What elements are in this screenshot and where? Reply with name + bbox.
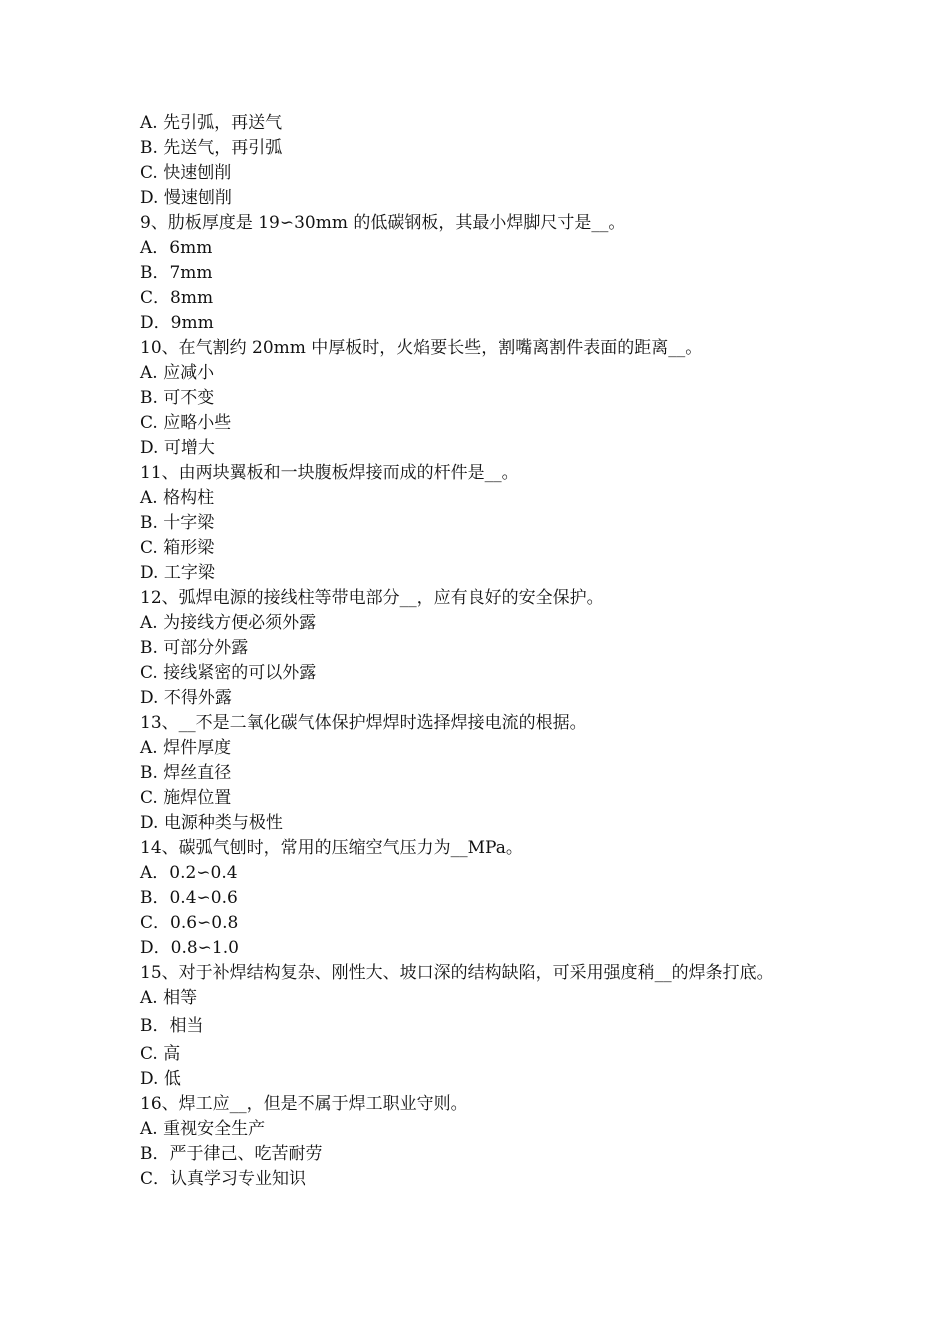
question-11: 11、由两块翼板和一块腹板焊接而成的杆件是__。 [140, 463, 519, 483]
option-line: C. 高 [140, 1044, 181, 1064]
question-13: 13、__不是二氧化碳气体保护焊焊时选择焊接电流的根据。 [140, 713, 587, 733]
option-line: B. 焊丝直径 [140, 763, 232, 783]
option-line: C．8mm [140, 288, 214, 308]
option-line: D. 电源种类与极性 [140, 813, 283, 833]
question-12: 12、弧焊电源的接线柱等带电部分__，应有良好的安全保护。 [140, 588, 604, 608]
option-line: B．0.4∽0.6 [140, 888, 238, 908]
option-line: D. 不得外露 [140, 688, 232, 708]
option-line: A. 应减小 [140, 363, 215, 383]
option-line: D．9mm [140, 313, 214, 333]
option-line: B. 先送气，再引弧 [140, 138, 283, 158]
question-14: 14、碳弧气刨时，常用的压缩空气压力为__MPa。 [140, 838, 523, 858]
question-9: 9、肋板厚度是 19∽30mm 的低碳钢板，其最小焊脚尺寸是__。 [140, 213, 626, 233]
option-line: D. 慢速刨削 [140, 188, 232, 208]
option-line: D. 低 [140, 1069, 181, 1089]
question-list [140, 111, 820, 1192]
option-line: A．0.2∽0.4 [140, 863, 238, 883]
option-line: A. 格构柱 [140, 488, 215, 508]
option-line: C. 应略小些 [140, 413, 232, 433]
option-line: A. 为接线方便必须外露 [140, 613, 317, 633]
option-line: B．7mm [140, 263, 213, 283]
option-line: B．相当 [140, 1016, 204, 1036]
option-line: C. 接线紧密的可以外露 [140, 663, 317, 683]
option-line: A. 先引弧，再送气 [140, 113, 283, 133]
question-10: 10、在气割约 20mm 中厚板时，火焰要长些，割嘴离割件表面的距离__。 [140, 338, 703, 358]
option-line: B. 可部分外露 [140, 638, 249, 658]
option-line: C. 施焊位置 [140, 788, 232, 808]
option-line: D. 工字梁 [140, 563, 215, 583]
option-line: B．严于律己、吃苦耐劳 [140, 1144, 323, 1164]
option-line: A．6mm [140, 238, 213, 258]
option-line: C. 箱形梁 [140, 538, 215, 558]
option-line: C．0.6∽0.8 [140, 913, 239, 933]
option-line: C. 快速刨削 [140, 163, 232, 183]
option-line: C．认真学习专业知识 [140, 1169, 307, 1189]
question-16: 16、焊工应__，但是不属于焊工职业守则。 [140, 1094, 468, 1114]
question-15: 15、对于补焊结构复杂、刚性大、坡口深的结构缺陷，可采用强度稍__的焊条打底。 [140, 963, 774, 983]
option-line: A. 重视安全生产 [140, 1119, 266, 1139]
option-line: D. 可增大 [140, 438, 215, 458]
option-line: A. 相等 [140, 988, 198, 1008]
option-line: A. 焊件厚度 [140, 738, 232, 758]
option-line: B. 十字梁 [140, 513, 215, 533]
option-line: D．0.8∽1.0 [140, 938, 239, 958]
option-line: B. 可不变 [140, 388, 215, 408]
